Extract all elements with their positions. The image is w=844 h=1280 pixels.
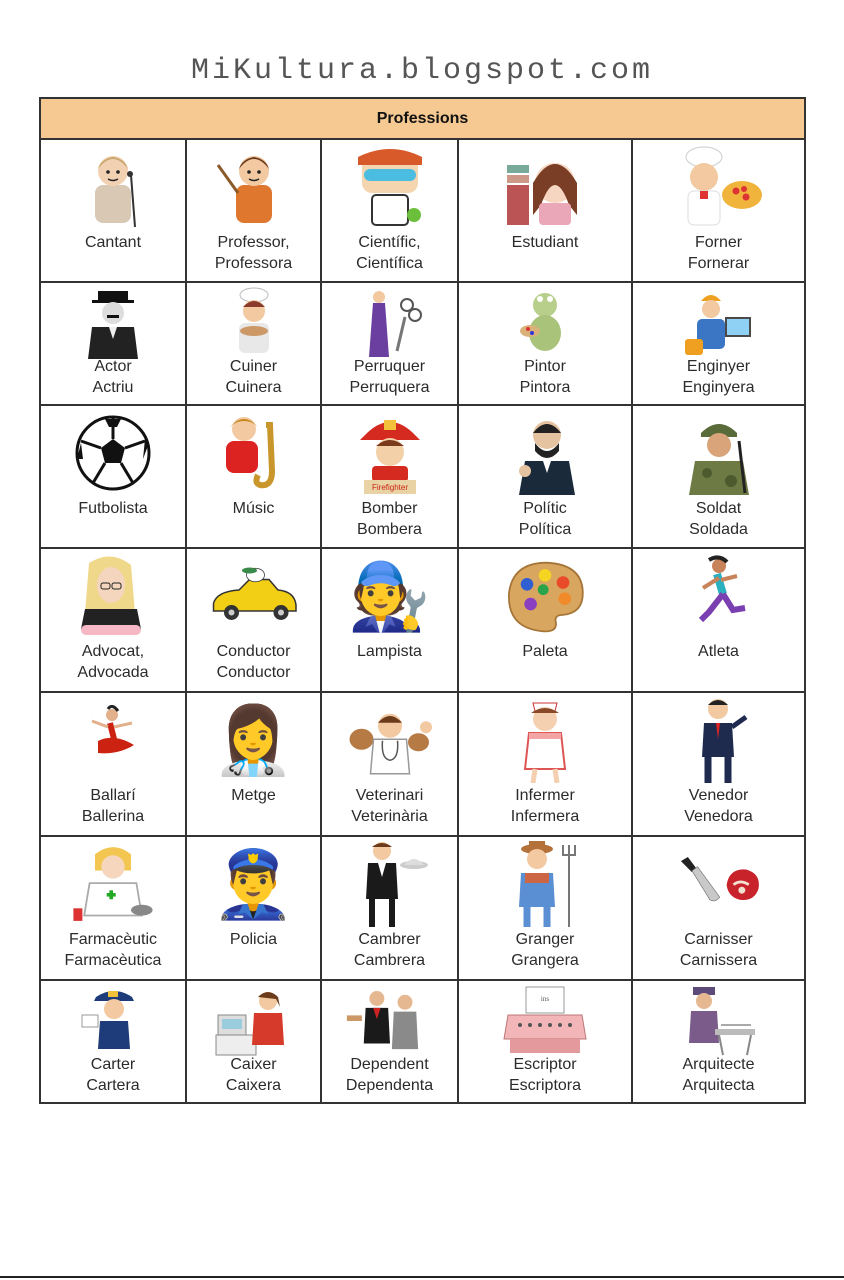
profession-name-masculine: Atleta [698,643,739,660]
profession-label [322,1054,457,1096]
profession-card [41,549,187,693]
mail-carrier-icon [68,985,158,1057]
profession-label [633,1054,804,1096]
profession-name-masculine: Professor, [217,234,290,251]
plumber-icon: 🧑‍🔧 [348,559,431,633]
butcher-knife-meat-icon [674,841,764,927]
profession-card [187,549,322,693]
profession-name-masculine: Forner [694,234,743,251]
profession-name-masculine: Perruquer [353,358,426,375]
profession-name-masculine: Paleta [522,643,568,660]
profession-name-feminine: Carnissera [679,952,758,969]
musician-icon [209,410,299,496]
profession-card [322,981,459,1102]
firefighter-icon [345,410,435,496]
profession-card [187,693,322,837]
profession-card [633,837,804,981]
profession-name-feminine: Dependenta [345,1077,434,1094]
profession-card [459,693,633,837]
waiter-icon [345,841,435,927]
profession-label [322,498,457,540]
profession-name-feminine: Veterinària [351,808,428,825]
professions-grid [41,140,804,1102]
profession-card [633,693,804,837]
profession-label [633,356,804,398]
singer-icon [68,144,158,230]
profession-label [41,232,185,253]
profession-name-feminine: Enginyera [682,379,755,396]
profession-name-feminine: Farmacèutica [64,952,162,969]
profession-name-feminine: Cuinera [225,379,282,396]
profession-name-masculine: Policia [229,931,278,948]
profession-label [187,356,320,398]
profession-name-feminine: Soldada [689,521,748,538]
profession-label [187,498,320,519]
profession-card [459,406,633,549]
profession-name-masculine: Infermer [515,787,575,804]
profession-name-masculine: Músic [232,500,275,517]
profession-card [459,140,633,283]
nurse-icon [500,697,590,783]
profession-name-masculine: Veterinari [355,787,424,804]
profession-name-feminine: Caixera [225,1077,282,1094]
architect-icon [674,985,764,1057]
profession-card [459,283,633,406]
profession-card [633,981,804,1102]
profession-card [41,283,187,406]
profession-label [41,641,185,683]
profession-card [41,837,187,981]
profession-label [187,232,320,274]
profession-name-feminine: Ballerina [81,808,145,825]
profession-card [633,140,804,283]
profession-label [633,785,804,827]
profession-label [187,641,320,683]
profession-name-masculine: Polític [523,500,567,517]
paint-palette-icon [500,553,590,639]
profession-card [633,406,804,549]
pharmacist-icon [68,841,158,927]
profession-card [322,140,459,283]
profession-card [459,549,633,693]
profession-name-masculine: Conductor [216,643,291,660]
profession-name-feminine: Pintora [519,379,571,396]
engineer-icon [674,287,764,359]
profession-name-masculine: Futbolista [78,500,148,517]
professions-sheet [39,97,806,1104]
profession-name-feminine: Política [518,521,572,538]
student-icon [500,144,590,230]
profession-card [633,283,804,406]
runner-icon [674,553,764,639]
profession-name-masculine: Cambrer [358,931,421,948]
profession-name-masculine: Escriptor [513,1056,577,1073]
svg-text:ins: ins [540,995,550,1003]
driver-car-icon [209,553,299,639]
profession-name-feminine: Conductor [216,664,291,681]
profession-name-masculine: Lampista [357,643,422,660]
profession-name-masculine: Pintor [524,358,566,375]
profession-label [322,356,457,398]
cook-icon [209,287,299,359]
profession-card [187,981,322,1102]
profession-card [41,140,187,283]
profession-name-feminine: Cartera [86,1077,140,1094]
salesman-icon [674,697,764,783]
teacher-icon [209,144,299,230]
sheet-header: Professions [41,99,804,140]
shop-assistant-icon [345,985,435,1057]
profession-label [187,785,320,806]
profession-name-feminine: Venedora [684,808,753,825]
profession-name-masculine: Actor [94,358,132,375]
police-officer-icon: 👮‍♂️ [212,847,295,921]
profession-card [187,140,322,283]
profession-name-feminine: Fornerar [687,255,750,272]
profession-label [41,929,185,971]
profession-label [41,1054,185,1096]
profession-name-feminine: Actriu [92,379,134,396]
profession-label [459,232,631,253]
profession-label [459,498,631,540]
dancer-icon [68,697,158,783]
profession-name-feminine: Infermera [510,808,580,825]
soccer-ball-icon [68,410,158,496]
profession-name-masculine: Carter [90,1056,136,1073]
profession-name-masculine: Enginyer [686,358,751,375]
profession-label [41,356,185,398]
scientist-icon [345,144,435,230]
profession-card [322,283,459,406]
profession-card [459,981,633,1102]
profession-name-masculine: Venedor [688,787,749,804]
profession-name-masculine: Científic, [358,234,421,251]
profession-name-masculine: Cuiner [229,358,278,375]
profession-label [322,929,457,971]
profession-label [187,1054,320,1096]
profession-name-masculine: Granger [515,931,575,948]
baker-icon [674,144,764,230]
lawyer-icon [68,553,158,639]
farmer-icon [500,841,590,927]
profession-name-feminine: Científica [356,255,423,272]
profession-card [41,406,187,549]
profession-name-masculine: Estudiant [511,234,579,251]
profession-name-masculine: Caixer [230,1056,277,1073]
profession-card [41,693,187,837]
profession-name-feminine: Bombera [357,521,422,538]
profession-card [322,406,459,549]
veterinarian-icon [345,697,435,783]
profession-card [459,837,633,981]
politician-icon [500,410,590,496]
profession-name-feminine: Arquitecta [682,1077,755,1094]
profession-name-masculine: Arquitecte [682,1056,755,1073]
profession-name-feminine: Professora [214,255,293,272]
profession-name-masculine: Soldat [695,500,742,517]
profession-name-feminine: Advocada [77,664,149,681]
profession-label [322,785,457,827]
profession-card [187,837,322,981]
profession-card [187,283,322,406]
profession-label [459,641,631,662]
actor-icon [68,287,158,359]
profession-label [459,785,631,827]
profession-card [322,549,459,693]
profession-name-feminine: Perruquera [349,379,430,396]
profession-card [322,693,459,837]
profession-name-feminine: Cambrera [353,952,426,969]
hairdresser-icon [345,287,435,359]
profession-name-masculine: Metge [231,787,276,804]
painter-icon [500,287,590,359]
profession-name-masculine: Bomber [361,500,418,517]
profession-name-masculine: Carnisser [684,931,753,948]
profession-label [633,232,804,274]
profession-card [633,549,804,693]
profession-label [187,929,320,950]
profession-card [41,981,187,1102]
profession-card [322,837,459,981]
bottom-divider [0,1276,844,1278]
profession-label [459,356,631,398]
profession-name-masculine: Dependent [350,1056,429,1073]
doctor-icon: 👩‍⚕️ [212,703,295,777]
profession-label [459,1054,631,1096]
profession-label [633,498,804,540]
profession-name-masculine: Cantant [84,234,142,251]
profession-label [633,929,804,971]
profession-name-masculine: Farmacèutic [68,931,158,948]
typewriter-icon [500,985,590,1057]
profession-label [633,641,804,662]
profession-label [41,785,185,827]
profession-label [41,498,185,519]
profession-label [322,232,457,274]
profession-name-feminine: Escriptora [508,1077,582,1094]
profession-card [187,406,322,549]
profession-label [459,929,631,971]
profession-label [322,641,457,662]
soldier-icon [674,410,764,496]
profession-name-masculine: Advocat, [81,643,145,660]
profession-name-masculine: Ballarí [90,787,136,804]
profession-name-feminine: Grangera [511,952,579,969]
svg-text:Firefighter: Firefighter [371,483,408,492]
site-title: MiKultura.blogspot.com [190,54,654,88]
cashier-icon [209,985,299,1057]
